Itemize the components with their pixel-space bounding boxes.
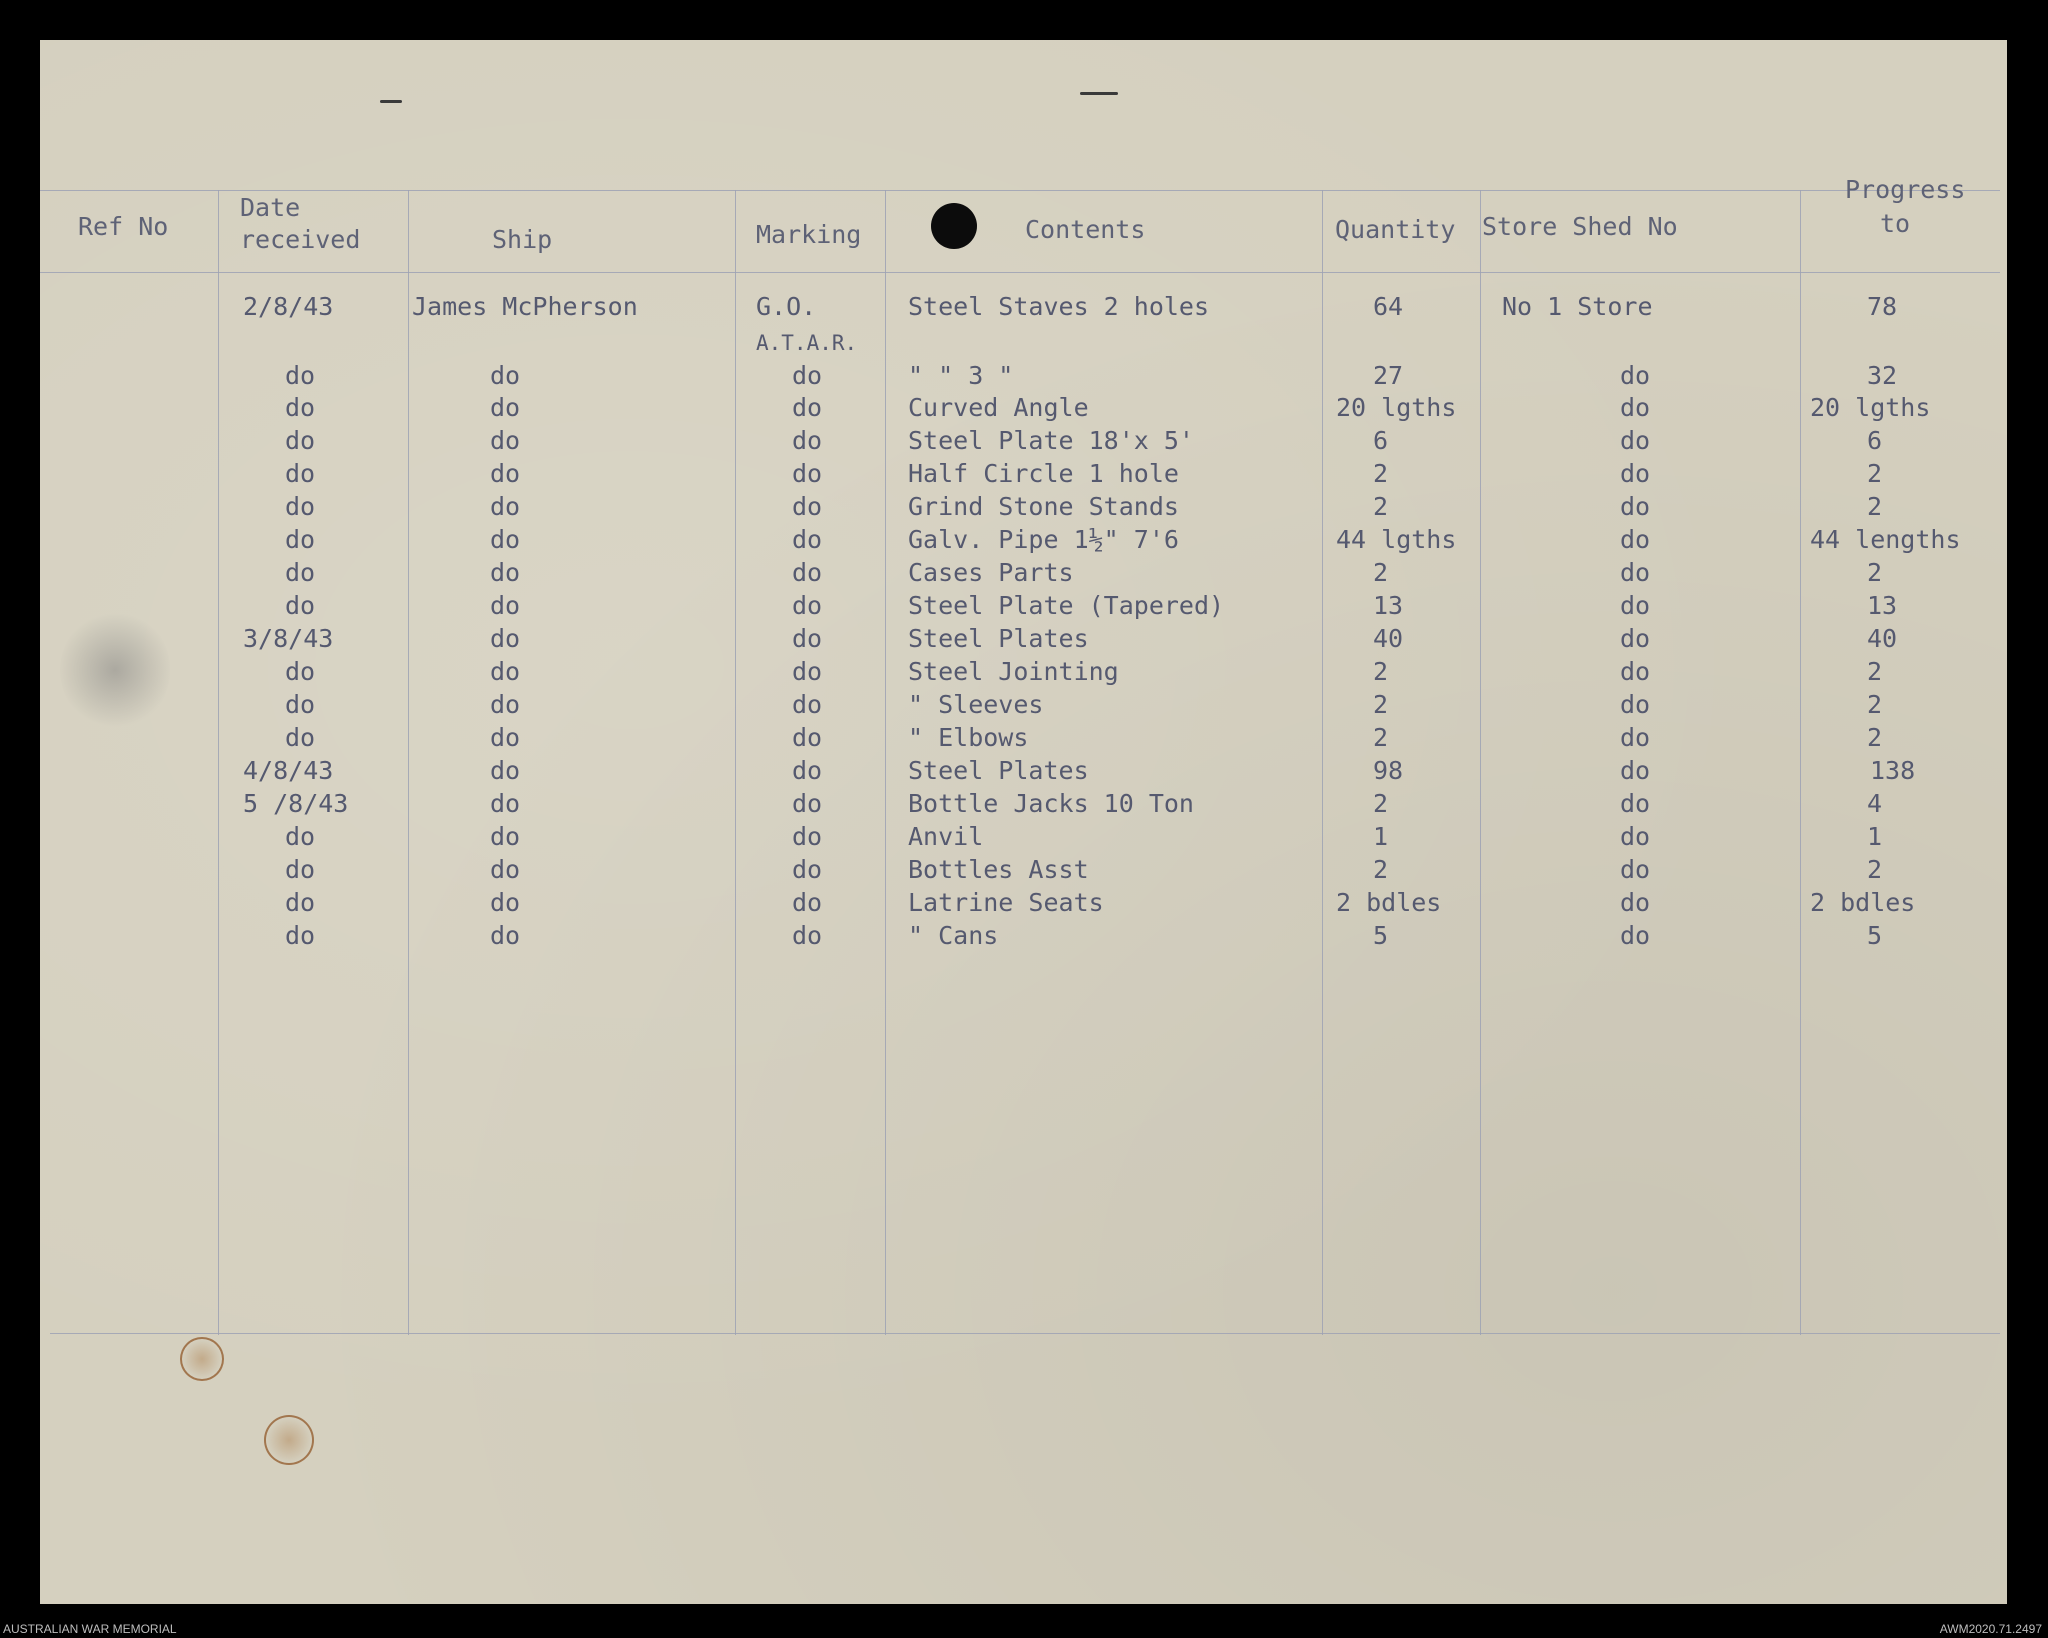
punch-hole <box>931 203 977 249</box>
pin-mark <box>380 100 402 103</box>
cell-quantity: 40 <box>1373 624 1404 653</box>
cell-progress: 2 <box>1867 657 1883 686</box>
cell-store-shed: do <box>1620 393 1651 422</box>
cell-contents: Bottles Asst <box>908 855 1089 884</box>
cell-ship: do <box>490 690 521 719</box>
column-divider <box>1800 190 1801 1335</box>
cell-quantity: 2 <box>1373 690 1389 719</box>
cell-date: 5 /8/43 <box>243 789 349 818</box>
cell-marking: do <box>792 492 823 521</box>
cell-contents: Grind Stone Stands <box>908 492 1179 521</box>
cell-contents: Steel Plates <box>908 624 1089 653</box>
header-marking: Marking <box>756 220 862 249</box>
cell-quantity: 2 bdles <box>1336 888 1442 917</box>
cell-store-shed: No 1 Store <box>1502 292 1653 321</box>
cell-progress: 78 <box>1867 292 1898 321</box>
cell-store-shed: do <box>1620 525 1651 554</box>
cell-ship: do <box>490 459 521 488</box>
cell-store-shed: do <box>1620 789 1651 818</box>
cell-ship: do <box>490 855 521 884</box>
cell-marking: do <box>792 756 823 785</box>
cell-marking: do <box>792 393 823 422</box>
cell-date: do <box>285 361 316 390</box>
cell-marking: G.O. <box>756 292 817 321</box>
cell-marking: do <box>792 723 823 752</box>
cell-quantity: 2 <box>1373 558 1389 587</box>
cell-ship: do <box>490 492 521 521</box>
header-top-line <box>40 190 2000 191</box>
cell-quantity: 98 <box>1373 756 1404 785</box>
cell-date: do <box>285 888 316 917</box>
column-divider <box>885 190 886 1335</box>
cell-progress: 4 <box>1867 789 1883 818</box>
cell-quantity: 20 lgths <box>1336 393 1457 422</box>
column-divider <box>735 190 736 1335</box>
cell-progress: 2 <box>1867 558 1883 587</box>
cell-contents: Steel Plates <box>908 756 1089 785</box>
footer-source-label: AUSTRALIAN WAR MEMORIAL <box>3 1622 177 1636</box>
cell-ship: do <box>490 822 521 851</box>
header-progress-sub: to <box>1880 209 1911 238</box>
cell-marking: do <box>792 855 823 884</box>
cell-ship: do <box>490 624 521 653</box>
cell-contents: Galv. Pipe 1½" 7'6 <box>908 525 1179 554</box>
cell-quantity: 27 <box>1373 361 1404 390</box>
cell-store-shed: do <box>1620 690 1651 719</box>
cell-ship: do <box>490 789 521 818</box>
cell-contents: Steel Jointing <box>908 657 1119 686</box>
cell-store-shed: do <box>1620 591 1651 620</box>
cell-store-shed: do <box>1620 723 1651 752</box>
header-store-shed: Store Shed No <box>1482 212 1678 241</box>
cell-contents: Anvil <box>908 822 984 851</box>
cell-ship: do <box>490 361 521 390</box>
ink-smudge <box>60 610 170 730</box>
cell-progress: 13 <box>1867 591 1898 620</box>
cell-store-shed: do <box>1620 492 1651 521</box>
cell-contents: Bottle Jacks 10 Ton <box>908 789 1194 818</box>
cell-quantity: 2 <box>1373 789 1389 818</box>
cell-marking: do <box>792 591 823 620</box>
cell-marking: do <box>792 525 823 554</box>
cell-date: 3/8/43 <box>243 624 334 653</box>
cell-date: do <box>285 690 316 719</box>
cell-date: 4/8/43 <box>243 756 334 785</box>
cell-marking: do <box>792 888 823 917</box>
cell-progress: 2 <box>1867 492 1883 521</box>
cell-contents: Steel Plate 18'x 5' <box>908 426 1194 455</box>
footer-reference-label: AWM2020.71.2497 <box>1939 1622 2042 1636</box>
cell-marking: do <box>792 426 823 455</box>
cell-store-shed: do <box>1620 756 1651 785</box>
cell-contents: " " 3 " <box>908 361 1014 390</box>
cell-marking: do <box>792 921 823 950</box>
cell-quantity: 2 <box>1373 657 1389 686</box>
header-date-line2: received <box>240 225 361 254</box>
header-quantity: Quantity <box>1335 215 1456 244</box>
cell-quantity: 1 <box>1373 822 1389 851</box>
header-bottom-line <box>40 272 2000 273</box>
cell-marking: do <box>792 657 823 686</box>
cell-quantity: 2 <box>1373 459 1389 488</box>
cell-ship: James McPherson <box>412 292 638 321</box>
cell-ship: do <box>490 393 521 422</box>
cell-quantity: 2 <box>1373 855 1389 884</box>
cell-marking: do <box>792 690 823 719</box>
cell-date: 2/8/43 <box>243 292 334 321</box>
cell-contents: Latrine Seats <box>908 888 1104 917</box>
cell-store-shed: do <box>1620 657 1651 686</box>
header-ship: Ship <box>492 225 553 254</box>
cell-quantity: 13 <box>1373 591 1404 620</box>
cell-marking: do <box>792 822 823 851</box>
cell-date: do <box>285 921 316 950</box>
cell-date: do <box>285 492 316 521</box>
cell-date: do <box>285 558 316 587</box>
cell-progress: 32 <box>1867 361 1898 390</box>
cell-date: do <box>285 426 316 455</box>
cell-store-shed: do <box>1620 888 1651 917</box>
header-progress: Progress <box>1845 175 1966 204</box>
cell-progress: 6 <box>1867 426 1883 455</box>
cell-date: do <box>285 459 316 488</box>
cell-marking: do <box>792 624 823 653</box>
cell-marking: do <box>792 361 823 390</box>
column-divider <box>218 190 219 1335</box>
cell-quantity: 6 <box>1373 426 1389 455</box>
column-divider <box>408 190 409 1335</box>
cell-quantity: 44 lgths <box>1336 525 1457 554</box>
cell-ship: do <box>490 723 521 752</box>
header-contents: Contents <box>1025 215 1146 244</box>
cell-store-shed: do <box>1620 921 1651 950</box>
cell-date: do <box>285 723 316 752</box>
cell-contents: " Sleeves <box>908 690 1044 719</box>
cell-progress: 2 <box>1867 459 1883 488</box>
cell-ship: do <box>490 525 521 554</box>
cell-quantity: 2 <box>1373 492 1389 521</box>
cell-progress: 2 <box>1867 723 1883 752</box>
cell-date: do <box>285 822 316 851</box>
cell-progress: 2 <box>1867 690 1883 719</box>
rust-stain <box>264 1415 314 1465</box>
column-divider <box>1322 190 1323 1335</box>
cell-progress: 138 <box>1870 756 1916 785</box>
marking-extra: A.T.A.R. <box>756 331 858 355</box>
cell-contents: " Cans <box>908 921 999 950</box>
cell-date: do <box>285 591 316 620</box>
cell-progress: 5 <box>1867 921 1883 950</box>
cell-contents: Cases Parts <box>908 558 1074 587</box>
cell-ship: do <box>490 426 521 455</box>
cell-marking: do <box>792 789 823 818</box>
cell-quantity: 64 <box>1373 292 1404 321</box>
cell-ship: do <box>490 888 521 917</box>
pin-mark <box>1080 92 1118 95</box>
cell-contents: Steel Plate (Tapered) <box>908 591 1225 620</box>
cell-date: do <box>285 525 316 554</box>
cell-contents: Half Circle 1 hole <box>908 459 1179 488</box>
table-bottom-line <box>50 1333 2000 1334</box>
cell-contents: Curved Angle <box>908 393 1089 422</box>
cell-ship: do <box>490 591 521 620</box>
cell-store-shed: do <box>1620 624 1651 653</box>
cell-quantity: 2 <box>1373 723 1389 752</box>
cell-ship: do <box>490 921 521 950</box>
cell-store-shed: do <box>1620 426 1651 455</box>
header-ref-no: Ref No <box>78 212 169 241</box>
cell-ship: do <box>490 756 521 785</box>
cell-progress: 1 <box>1867 822 1883 851</box>
cell-store-shed: do <box>1620 361 1651 390</box>
cell-quantity: 5 <box>1373 921 1389 950</box>
cell-store-shed: do <box>1620 822 1651 851</box>
cell-store-shed: do <box>1620 459 1651 488</box>
column-divider <box>1480 190 1481 1335</box>
cell-progress: 40 <box>1867 624 1898 653</box>
header-date-line1: Date <box>240 193 301 222</box>
cell-progress: 20 lgths <box>1810 393 1931 422</box>
cell-store-shed: do <box>1620 558 1651 587</box>
cell-store-shed: do <box>1620 855 1651 884</box>
cell-date: do <box>285 393 316 422</box>
cell-contents: Steel Staves 2 holes <box>908 292 1210 321</box>
cell-progress: 2 bdles <box>1810 888 1916 917</box>
cell-marking: do <box>792 459 823 488</box>
cell-progress: 2 <box>1867 855 1883 884</box>
cell-contents: " Elbows <box>908 723 1029 752</box>
cell-marking: do <box>792 558 823 587</box>
rust-stain <box>180 1337 224 1381</box>
cell-date: do <box>285 657 316 686</box>
document-sheet <box>40 40 2007 1604</box>
cell-ship: do <box>490 558 521 587</box>
cell-ship: do <box>490 657 521 686</box>
cell-date: do <box>285 855 316 884</box>
cell-progress: 44 lengths <box>1810 525 1961 554</box>
